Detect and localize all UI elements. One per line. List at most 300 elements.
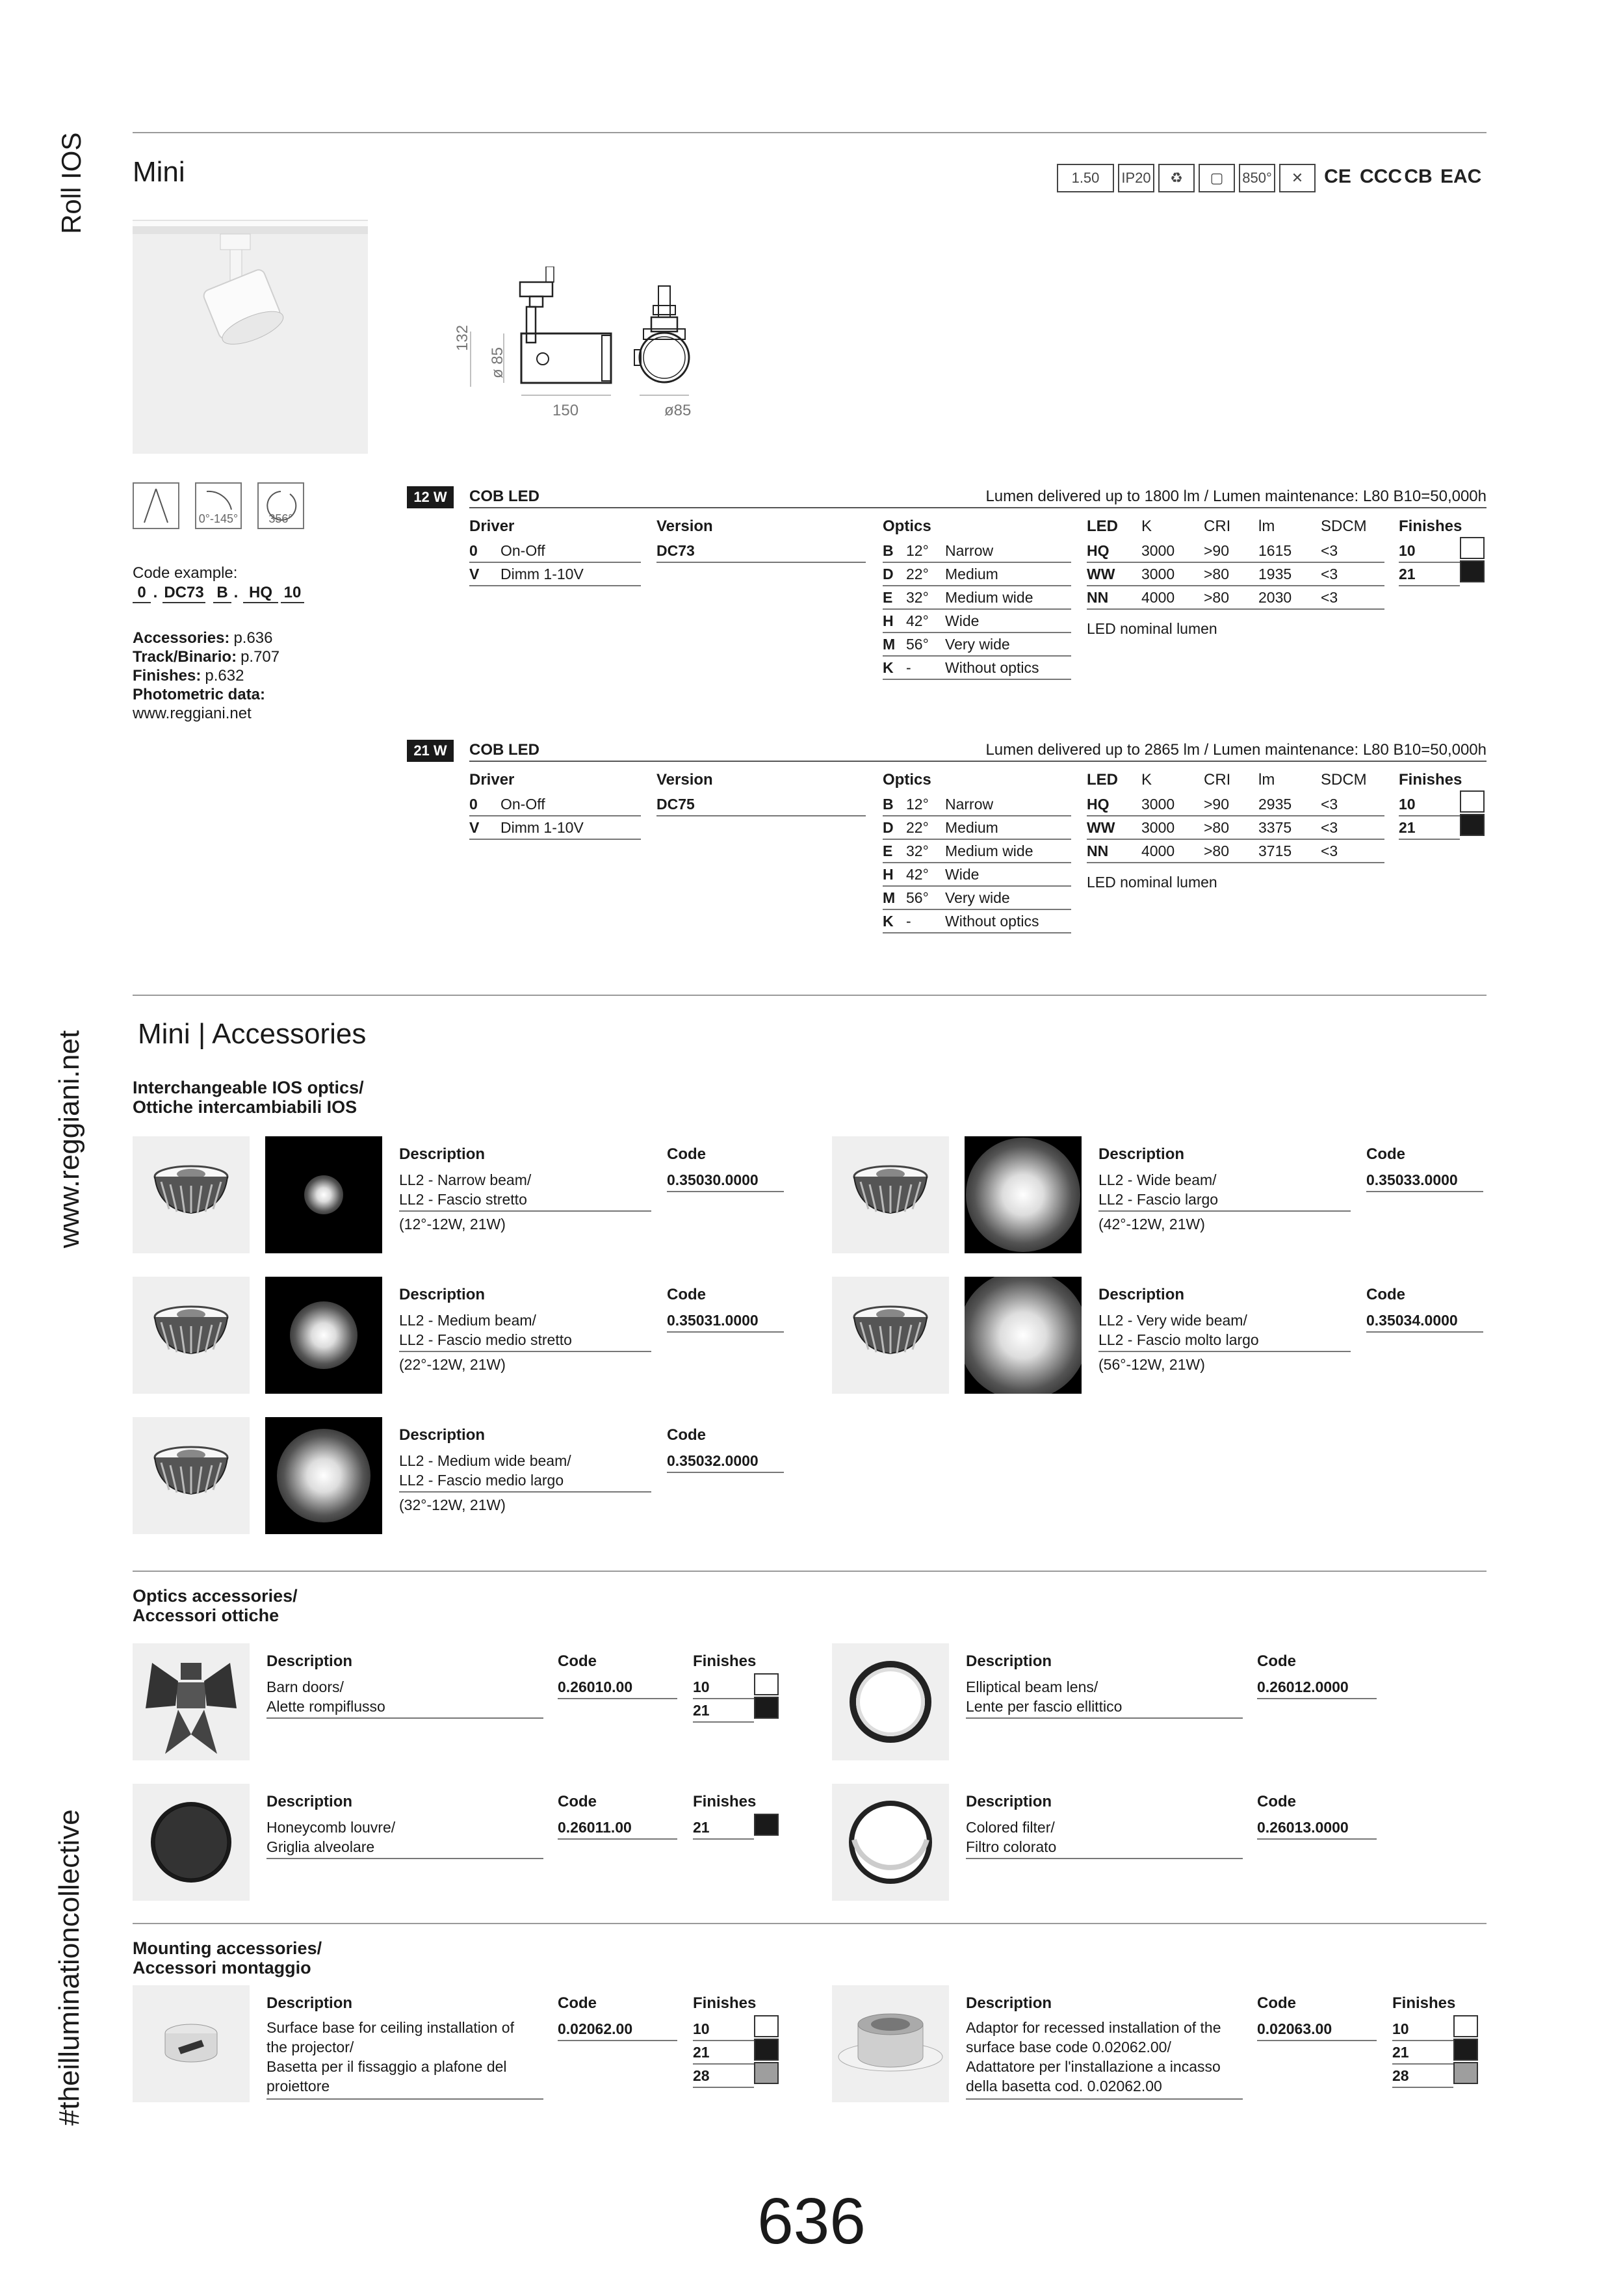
description-line: LL2 - Narrow beam/ (399, 1171, 532, 1188)
row-rule (558, 2040, 677, 2041)
description-header: Description (266, 1994, 353, 2012)
variant-rule (469, 507, 1487, 508)
finish-swatch (1453, 2039, 1478, 2061)
col-header-lm: lm (1258, 771, 1275, 789)
row-rule (469, 815, 641, 816)
section-title: Optics accessories/ Accessori ottiche (133, 1586, 298, 1625)
row-rule (1366, 1331, 1483, 1333)
dim-length: 150 (552, 402, 579, 419)
finish-swatch (1460, 560, 1485, 582)
row-rule (693, 2063, 754, 2065)
reference-row (133, 667, 244, 685)
led-value: <3 (1321, 796, 1338, 813)
optic-code: H (883, 612, 894, 629)
finishes-header: Finishes (693, 1793, 757, 1810)
code-example-part: 0 (133, 584, 151, 603)
certification-icon: 1.50 (1057, 164, 1114, 192)
led-value: 3715 (1258, 842, 1292, 859)
led-value: >80 (1204, 589, 1230, 606)
col-header-sdcm: SDCM (1321, 517, 1367, 535)
led-value: NN (1087, 842, 1109, 859)
driver-code: 0 (469, 542, 478, 559)
accessory-code: 0.26012.0000 (1257, 1678, 1349, 1695)
description-line: LL2 - Very wide beam/ (1098, 1312, 1247, 1329)
driver-name: Dimm 1-10V (500, 566, 584, 582)
certification-icon: CB (1404, 166, 1433, 187)
driver-name: On-Off (500, 796, 545, 813)
description-header: Description (1098, 1145, 1185, 1163)
row-rule (1098, 1351, 1351, 1352)
version-code: DC73 (656, 542, 695, 559)
accessory-code: 0.35033.0000 (1366, 1171, 1458, 1188)
code-header: Code (558, 1652, 597, 1670)
row-rule (883, 632, 1071, 633)
led-value: <3 (1321, 842, 1338, 859)
reference-row (133, 705, 252, 723)
col-header-led: LED (1087, 771, 1118, 789)
col-header-cri: CRI (1204, 517, 1231, 535)
optic-code: M (883, 889, 896, 906)
row-rule (469, 585, 641, 586)
led-value: <3 (1321, 542, 1338, 559)
finishes-header: Finishes (1392, 1994, 1456, 2012)
row-rule (667, 1191, 784, 1192)
row-rule (1087, 862, 1384, 863)
beam-pattern-image (265, 1417, 382, 1534)
side-hashtag: #theilluminationcollective (53, 1809, 85, 2126)
row-rule (1392, 2040, 1453, 2041)
code-example-part: 10 (281, 584, 304, 603)
col-header-led: LED (1087, 517, 1118, 535)
row-rule (399, 1210, 651, 1212)
dim-diameter-front: ø85 (664, 402, 692, 419)
technical-drawing (448, 267, 721, 423)
led-value: HQ (1087, 542, 1110, 559)
optic-name: Narrow (945, 542, 994, 559)
description-line: surface base code 0.02062.00/ (966, 2039, 1171, 2055)
row-rule (399, 1351, 651, 1352)
accessory-code: 0.26013.0000 (1257, 1819, 1349, 1836)
certification-icon: CCC (1360, 166, 1402, 187)
product-title: Mini (133, 156, 185, 188)
code-header: Code (1257, 1793, 1296, 1810)
description-line: LL2 - Fascio stretto (399, 1191, 527, 1208)
finish-code: 21 (693, 1702, 710, 1719)
accessories-title: Mini | Accessories (138, 1018, 367, 1050)
optic-code: H (883, 866, 894, 883)
dim-diameter-side: ø 85 (489, 346, 506, 378)
reference-key: Track/Binario: (133, 648, 237, 666)
row-rule (883, 839, 1071, 840)
col-header-k: K (1141, 517, 1152, 535)
accessories-rule (133, 995, 1487, 996)
led-value: 1935 (1258, 566, 1292, 582)
row-rule (1087, 839, 1384, 840)
finish-code: 10 (1399, 796, 1416, 813)
light-source: COB LED (469, 488, 539, 505)
optic-angle: 56° (906, 636, 929, 653)
description-line: LL2 - Fascio molto largo (1098, 1331, 1259, 1348)
code-header: Code (1257, 1994, 1296, 2012)
reference-key: Finishes: (133, 667, 201, 685)
optic-reflector-image (832, 1277, 949, 1394)
row-rule (883, 655, 1071, 657)
description-header: Description (1098, 1286, 1185, 1303)
description-line: Adattatore per l'installazione a incasso (966, 2058, 1221, 2075)
lumen-info: Lumen delivered up to 2865 lm / Lumen maintenance: L80 B10=50,000h (985, 741, 1487, 759)
reference-value: www.reggiani.net (133, 705, 252, 722)
code-example-part: . (153, 584, 158, 601)
optic-code: K (883, 659, 894, 676)
certification-icon: IP20 (1118, 164, 1154, 192)
optic-angle: 12° (906, 796, 929, 813)
variant-rule (469, 761, 1487, 762)
led-value: 3375 (1258, 819, 1292, 836)
accessory-code: 0.35031.0000 (667, 1312, 759, 1329)
code-header: Code (667, 1145, 706, 1163)
row-rule (1366, 1191, 1483, 1192)
finish-swatch (1453, 2062, 1478, 2084)
finish-swatch (754, 1697, 779, 1719)
section-title: Mounting accessories/ Accessori montaggio (133, 1938, 322, 1977)
led-value: >80 (1204, 842, 1230, 859)
row-rule (1399, 562, 1460, 563)
col-header-driver: Driver (469, 771, 515, 789)
row-rule (693, 1698, 754, 1699)
row-rule (1257, 1838, 1377, 1840)
optic-angle: 42° (906, 612, 929, 629)
side-website: www.reggiani.net (53, 1030, 85, 1248)
led-note: LED nominal lumen (1087, 620, 1217, 637)
certification-icon: ▢ (1199, 164, 1235, 192)
col-header-version: Version (656, 517, 713, 535)
led-value: 2935 (1258, 796, 1292, 813)
description-line: LL2 - Wide beam/ (1098, 1171, 1217, 1188)
row-rule (883, 679, 1071, 680)
row-rule (883, 585, 1071, 586)
accessory-code: 0.26010.00 (558, 1678, 633, 1695)
description-note: (56°-12W, 21W) (1098, 1356, 1205, 1373)
row-rule (667, 1472, 784, 1473)
row-rule (1257, 1698, 1377, 1699)
code-example-label: Code example: (133, 564, 238, 582)
accessory-code: 0.02062.00 (558, 2020, 633, 2037)
description-header: Description (266, 1652, 353, 1670)
col-header-version: Version (656, 771, 713, 789)
certification-icon: ✕ (1279, 164, 1316, 192)
description-line: LL2 - Fascio largo (1098, 1191, 1219, 1208)
led-value: NN (1087, 589, 1109, 606)
reference-row (133, 648, 279, 666)
reference-value: p.636 (233, 629, 273, 647)
finish-code: 21 (1399, 566, 1416, 582)
row-rule (1087, 815, 1384, 816)
row-rule (399, 1491, 651, 1493)
reference-row (133, 629, 273, 647)
reference-key: Photometric data: (133, 686, 266, 703)
optic-code: B (883, 796, 894, 813)
row-rule (656, 815, 866, 816)
row-rule (1392, 2063, 1453, 2065)
row-rule (883, 932, 1071, 933)
description-line: Honeycomb louvre/ (266, 1819, 396, 1836)
code-example-part: B (213, 584, 231, 603)
row-rule (558, 1838, 677, 1840)
description-line: Lente per fascio ellittico (966, 1698, 1123, 1715)
col-header-cri: CRI (1204, 771, 1231, 789)
finish-swatch (1453, 2015, 1478, 2037)
row-rule (1098, 1210, 1351, 1212)
row-rule (883, 815, 1071, 816)
col-header-sdcm: SDCM (1321, 771, 1367, 789)
row-rule (966, 2098, 1243, 2100)
optic-name: Medium wide (945, 842, 1033, 859)
section-rule (133, 1571, 1487, 1572)
led-value: 3000 (1141, 819, 1175, 836)
optic-angle: 12° (906, 542, 929, 559)
lumen-info: Lumen delivered up to 1800 lm / Lumen maintenance: L80 B10=50,000h (985, 488, 1487, 505)
description-header: Description (399, 1426, 486, 1444)
finishes-header: Finishes (693, 1652, 757, 1670)
led-value: >80 (1204, 819, 1230, 836)
led-value: >90 (1204, 542, 1230, 559)
led-value: 3000 (1141, 796, 1175, 813)
accessory-image (832, 1643, 949, 1760)
description-line: Colored filter/ (966, 1819, 1055, 1836)
optic-angle: 32° (906, 842, 929, 859)
rotate-label: 356° (268, 512, 293, 525)
row-rule (966, 1717, 1243, 1719)
optic-name: Without optics (945, 659, 1039, 676)
finish-code: 21 (693, 1819, 710, 1836)
row-rule (883, 608, 1071, 610)
finish-code: 10 (1399, 542, 1416, 559)
description-header: Description (266, 1793, 353, 1810)
row-rule (883, 909, 1071, 910)
description-line: Adaptor for recessed installation of the (966, 2019, 1221, 2036)
optic-code: D (883, 819, 894, 836)
reference-value: p.707 (240, 648, 280, 666)
code-header: Code (1257, 1652, 1296, 1670)
accessory-image (133, 1784, 250, 1901)
row-rule (656, 562, 866, 563)
description-line: Elliptical beam lens/ (966, 1678, 1098, 1695)
finish-swatch (754, 2015, 779, 2037)
optic-name: Medium (945, 566, 998, 582)
certification-icon: EAC (1440, 166, 1482, 187)
row-rule (266, 1717, 543, 1719)
reference-key: Accessories: (133, 629, 230, 647)
beam-pattern-image (265, 1277, 382, 1394)
finishes-header: Finishes (693, 1994, 757, 2012)
description-header: Description (966, 1994, 1052, 2012)
description-line: LL2 - Fascio medio largo (399, 1472, 564, 1489)
optic-angle: 22° (906, 566, 929, 582)
optic-code: M (883, 636, 896, 653)
description-line: Filtro colorato (966, 1838, 1057, 1855)
optic-name: Wide (945, 866, 980, 883)
row-rule (469, 562, 641, 563)
accessory-code: 0.35034.0000 (1366, 1312, 1458, 1329)
optic-reflector-image (133, 1417, 250, 1534)
optic-reflector-image (133, 1136, 250, 1253)
led-value: <3 (1321, 566, 1338, 582)
led-value: 2030 (1258, 589, 1292, 606)
finish-code: 21 (1392, 2044, 1409, 2061)
led-value: HQ (1087, 796, 1110, 813)
led-value: >90 (1204, 796, 1230, 813)
certification-icon: CE (1324, 166, 1351, 187)
finish-swatch (754, 1673, 779, 1695)
top-rule (133, 132, 1487, 133)
col-header-driver: Driver (469, 517, 515, 535)
row-rule (693, 1721, 754, 1723)
optic-name: Wide (945, 612, 980, 629)
code-header: Code (1366, 1286, 1405, 1303)
row-rule (693, 2087, 754, 2088)
accessory-image (133, 1643, 250, 1760)
tilt-label: 0°-145° (198, 512, 239, 525)
accessory-code: 0.35030.0000 (667, 1171, 759, 1188)
description-header: Description (399, 1145, 486, 1163)
section-rule (133, 1923, 1487, 1924)
section-title: Interchangeable IOS optics/ Ottiche intercambiabili IOS (133, 1078, 364, 1117)
description-line: Basetta per il fissaggio a plafone del (266, 2058, 507, 2075)
led-value: >80 (1204, 566, 1230, 582)
row-rule (966, 1858, 1243, 1859)
optic-angle: 42° (906, 866, 929, 883)
finish-swatch (1460, 814, 1485, 836)
finish-swatch (754, 2039, 779, 2061)
description-line: proiettore (266, 2078, 330, 2094)
finish-swatch (1460, 790, 1485, 813)
description-note: (12°-12W, 21W) (399, 1216, 506, 1233)
led-value: WW (1087, 566, 1115, 582)
row-rule (1087, 608, 1384, 610)
description-note: (22°-12W, 21W) (399, 1356, 506, 1373)
led-value: <3 (1321, 819, 1338, 836)
row-rule (469, 839, 641, 840)
finish-code: 21 (1399, 819, 1416, 836)
accessory-image (133, 1985, 250, 2102)
led-value: 3000 (1141, 542, 1175, 559)
description-header: Description (399, 1286, 486, 1303)
optic-name: Medium wide (945, 589, 1033, 606)
row-rule (1087, 585, 1384, 586)
description-line: the projector/ (266, 2039, 354, 2055)
description-line: Barn doors/ (266, 1678, 344, 1695)
beam-pattern-image (265, 1136, 382, 1253)
row-rule (1399, 839, 1460, 840)
optic-name: Without optics (945, 913, 1039, 930)
finish-code: 21 (693, 2044, 710, 2061)
optic-name: Narrow (945, 796, 994, 813)
row-rule (667, 1331, 784, 1333)
optic-angle: 32° (906, 589, 929, 606)
code-header: Code (558, 1793, 597, 1810)
col-header-k: K (1141, 771, 1152, 789)
led-value: 3000 (1141, 566, 1175, 582)
certification-icon: 850° (1239, 164, 1275, 192)
code-header: Code (667, 1286, 706, 1303)
row-rule (1392, 2087, 1453, 2088)
finish-code: 28 (693, 2067, 710, 2084)
optic-name: Very wide (945, 636, 1010, 653)
optic-name: Very wide (945, 889, 1010, 906)
code-example-part: . (233, 584, 239, 601)
col-header-lm: lm (1258, 517, 1275, 535)
optic-angle: - (906, 913, 911, 930)
description-note: (32°-12W, 21W) (399, 1496, 506, 1513)
beam-pattern-image (965, 1277, 1082, 1394)
reference-row (133, 686, 265, 704)
optic-reflector-image (133, 1277, 250, 1394)
finish-code: 10 (693, 1678, 710, 1695)
driver-code: V (469, 566, 480, 582)
col-header-finishes: Finishes (1399, 517, 1462, 535)
row-rule (266, 2098, 543, 2100)
optic-code: E (883, 589, 893, 606)
description-line: della basetta cod. 0.02062.00 (966, 2078, 1162, 2094)
wattage-badge: 12 W (407, 486, 454, 508)
description-line: Alette rompiflusso (266, 1698, 385, 1715)
description-line: Griglia alveolare (266, 1838, 375, 1855)
optic-code: D (883, 566, 894, 582)
accessory-image (832, 1985, 949, 2102)
row-rule (883, 562, 1071, 563)
side-family: Roll IOS (56, 132, 86, 234)
finish-swatch (1460, 537, 1485, 559)
optic-angle: 22° (906, 819, 929, 836)
light-source: COB LED (469, 741, 539, 759)
accessory-image (832, 1784, 949, 1901)
dim-height: 132 (454, 324, 471, 351)
optic-reflector-image (832, 1136, 949, 1253)
version-code: DC75 (656, 796, 695, 813)
driver-name: On-Off (500, 542, 545, 559)
page-number: 636 (757, 2185, 866, 2258)
driver-code: 0 (469, 796, 478, 813)
accessory-code: 0.35032.0000 (667, 1452, 759, 1469)
row-rule (1257, 2040, 1377, 2041)
code-example-part: DC73 (162, 584, 205, 603)
finish-code: 28 (1392, 2067, 1409, 2084)
led-value: WW (1087, 819, 1115, 836)
finish-code: 10 (1392, 2020, 1409, 2037)
led-note: LED nominal lumen (1087, 874, 1217, 891)
row-rule (1399, 815, 1460, 816)
optic-code: K (883, 913, 894, 930)
beam-angle-icon (133, 482, 179, 529)
accessory-code: 0.02063.00 (1257, 2020, 1332, 2037)
col-header-optics: Optics (883, 517, 931, 535)
row-rule (266, 1858, 543, 1859)
certification-icon: ♻ (1158, 164, 1195, 192)
finish-swatch (754, 2062, 779, 2084)
wattage-badge: 21 W (407, 740, 454, 762)
optic-code: E (883, 842, 893, 859)
product-photo (133, 220, 368, 454)
code-header: Code (667, 1426, 706, 1444)
driver-name: Dimm 1-10V (500, 819, 584, 836)
accessory-code: 0.26011.00 (558, 1819, 632, 1836)
code-example-part: HQ (243, 584, 278, 603)
code-header: Code (1366, 1145, 1405, 1163)
led-value: 1615 (1258, 542, 1292, 559)
description-line: LL2 - Fascio medio stretto (399, 1331, 572, 1348)
row-rule (693, 2040, 754, 2041)
code-header: Code (558, 1994, 597, 2012)
